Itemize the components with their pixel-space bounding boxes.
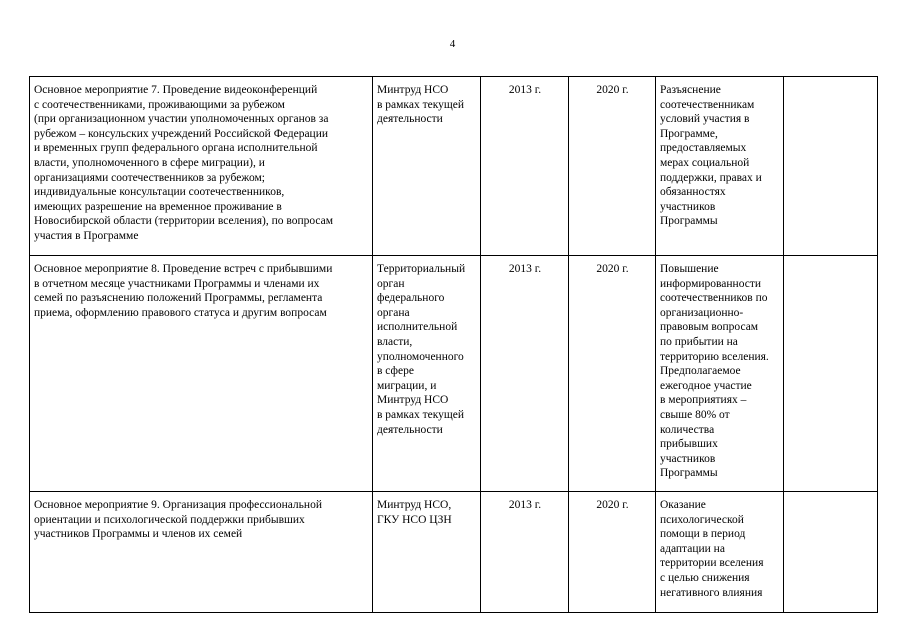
expected-result-cell-line: Программы — [660, 215, 718, 228]
table-row — [30, 256, 878, 492]
executor-cell — [373, 77, 481, 256]
expected-result-cell-line: соотечественникам — [660, 98, 755, 111]
expected-result-cell-line: Предполагаемое — [660, 365, 741, 378]
executor-cell-line: Минтруд НСО — [377, 84, 449, 96]
activity-description-cell-line: участия в Программе — [34, 229, 139, 242]
expected-result-cell-line: мерах социальной — [660, 156, 750, 169]
executor-cell-line: в рамках текущей — [377, 408, 464, 421]
executor-cell-line: власти, — [377, 335, 413, 348]
activity-description-cell-line: Новосибирской области (территории вселения), по вопросам — [34, 215, 334, 228]
executor-cell-line: орган — [377, 277, 405, 290]
expected-result-cell — [656, 77, 784, 256]
activity-description-cell — [30, 256, 373, 492]
executor-cell-line: исполнительной — [377, 321, 458, 334]
start-year-cell: 2013 г. — [481, 256, 569, 492]
expected-result-cell-line: территорию вселения. — [660, 350, 769, 363]
executor-cell-line: ГКУ НСО ЦЗН — [377, 513, 452, 526]
expected-result-cell-line: информированности — [660, 277, 762, 290]
expected-result-cell-line: Программе, — [660, 127, 718, 140]
executor-cell-line: миграции, и — [377, 379, 437, 392]
activity-description-cell — [30, 77, 373, 256]
start-year-cell: 2013 г. — [481, 77, 569, 256]
expected-result-cell-line: соотечественников по — [660, 292, 768, 305]
executor-cell-line: Минтруд НСО, — [377, 499, 452, 511]
program-activities-table — [29, 76, 878, 613]
activity-description-cell-line: власти, уполномоченного в сфере миграции), и — [34, 156, 265, 169]
activity-description-cell-line: и временных групп федерального органа исполнительной — [34, 142, 318, 155]
expected-result-cell — [656, 256, 784, 492]
expected-result-cell-line: помощи в период — [660, 528, 746, 541]
expected-result-cell-line: с целью снижения — [660, 571, 750, 584]
activity-description-cell-line: Основное мероприятие 8. Проведение встреч с прибывшими — [34, 263, 333, 275]
expected-result-cell-line: в мероприятиях – — [660, 394, 747, 407]
executor-cell-line: федерального — [377, 292, 445, 305]
expected-result-cell-line: по прибытии на — [660, 335, 738, 348]
note-cell — [784, 492, 878, 613]
activity-description-cell-line: участников Программы и членов их семей — [34, 528, 243, 541]
end-year-cell: 2020 г. — [569, 256, 656, 492]
expected-result-cell-line: участников — [660, 200, 716, 213]
table-row — [30, 77, 878, 256]
start-year-cell: 2013 г. — [481, 492, 569, 613]
activity-description-cell-line: Основное мероприятие 7. Проведение видеоконференций — [34, 84, 318, 96]
table-row — [30, 492, 878, 613]
expected-result-cell-line: участников — [660, 452, 716, 465]
expected-result-cell — [656, 492, 784, 613]
activity-description-cell-line: приема, оформлению правового статуса и другим вопросам — [34, 306, 327, 319]
expected-result-cell-line: поддержки, правах и — [660, 171, 762, 184]
executor-cell-line: деятельности — [377, 423, 443, 436]
expected-result-cell-line: Разъяснение — [660, 84, 721, 96]
executor-cell — [373, 492, 481, 613]
expected-result-cell-line: условий участия в — [660, 113, 750, 126]
expected-result-cell-line: Повышение — [660, 263, 719, 275]
activity-description-cell-line: семей по разъяснению положений Программы, регламента — [34, 292, 323, 305]
expected-result-cell-line: Программы — [660, 467, 718, 480]
executor-cell — [373, 256, 481, 492]
activity-description-cell-line: с соотечественниками, проживающими за рубежом — [34, 98, 285, 111]
executor-cell-line: деятельности — [377, 113, 443, 126]
expected-result-cell-line: организационно- — [660, 306, 744, 319]
executor-cell-line: Минтруд НСО — [377, 394, 449, 407]
table-body — [30, 77, 878, 613]
activity-description-cell-line: в отчетном месяце участниками Программы и членами их — [34, 277, 320, 290]
activity-description-cell-line: Основное мероприятие 9. Организация профессиональной — [34, 499, 322, 511]
activity-description-cell-line: индивидуальные консультации соотечественников, — [34, 186, 285, 199]
expected-result-cell-line: предоставляемых — [660, 142, 747, 155]
executor-cell-line: органа — [377, 306, 410, 319]
expected-result-cell-line: психологической — [660, 513, 744, 526]
end-year-cell: 2020 г. — [569, 492, 656, 613]
expected-result-cell-line: ежегодное участие — [660, 379, 752, 392]
page-number: 4 — [449, 38, 456, 50]
activity-description-cell-line: организациями соотечественников за рубежом; — [34, 171, 265, 184]
activity-description-cell-line: рубежом – консульских учреждений Российской Федерации — [34, 127, 329, 140]
executor-cell-line: Территориальный — [377, 263, 466, 275]
expected-result-cell-line: прибывших — [660, 438, 718, 451]
expected-result-cell-line: территории вселения — [660, 557, 764, 570]
executor-cell-line: в сфере — [377, 365, 414, 378]
expected-result-cell-line: обязанностях — [660, 186, 726, 199]
expected-result-cell-line: правовым вопросам — [660, 321, 759, 334]
end-year-cell: 2020 г. — [569, 77, 656, 256]
expected-result-cell-line: адаптации на — [660, 542, 725, 555]
activity-description-cell — [30, 492, 373, 613]
executor-cell-line: в рамках текущей — [377, 98, 464, 111]
activity-description-cell-line: (при организационном участии уполномоченных органов за — [34, 113, 329, 126]
note-cell — [784, 77, 878, 256]
expected-result-cell-line: Оказание — [660, 499, 706, 511]
activity-description-cell-line: имеющих разрешение на временное проживание в — [34, 200, 282, 213]
executor-cell-line: уполномоченного — [377, 350, 464, 363]
activity-description-cell-line: ориентации и психологической поддержки прибывших — [34, 513, 305, 526]
expected-result-cell-line: свыше 80% от — [660, 408, 730, 421]
note-cell — [784, 256, 878, 492]
expected-result-cell-line: количества — [660, 423, 715, 436]
expected-result-cell-line: негативного влияния — [660, 586, 763, 599]
